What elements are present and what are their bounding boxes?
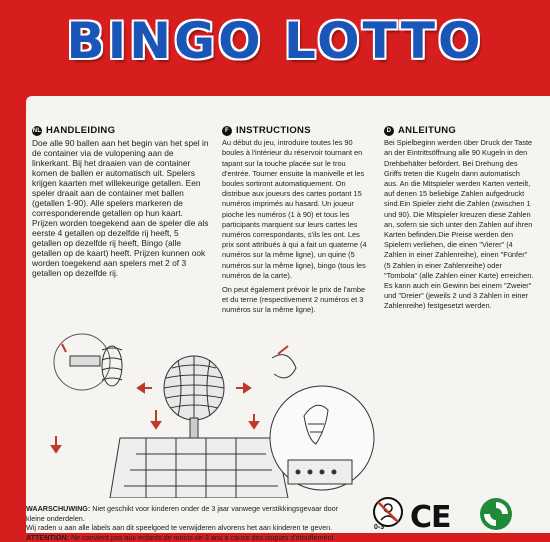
- warning-labels-text: Wij raden u aan alle labels aan dit speelgoed te verwijderen alvorens het aan kinderen te geven.: [26, 523, 333, 533]
- dutch-paragraph-2: Prijzen worden toegekend aan de speler die als eerste 4 getallen op dezelfde rij heeft, 5 getallen op dezelfde rij heeft, Bingo (alle getallen op de kaart) heeft. Prijzen kunnen ook worden toegekend aan spelers met 2 of 3 getallen op dezelfde rij.: [32, 218, 209, 278]
- dutch-paragraph-1: Doe alle 90 ballen aan het begin van het spel in de container via de vulopening aan de linkerkant. Bij het draaien van de container komen de ballen er automatisch uit. Spelers krijgen kaarten met willekeurige getallen. Een speler draait aan de container met ballen (getallen 1-90). Alle spelers markeren de corresponderende getallen op hun kaart.: [32, 138, 209, 218]
- bingo-cage-illustration: [26, 328, 550, 498]
- warning-text-nl: Niet geschikt voor kinderen onder de 3 jaar vanwege verstikkingsgevaar door kleine onderdelen.: [26, 504, 338, 523]
- title-band: [0, 0, 550, 88]
- french-paragraph-2: On peut également prévoir le prix de l'ambe et du terne (respectivement 2 numéros et 3 numéros sur la même ligne).: [222, 285, 366, 315]
- language-badge-fr: F: [222, 126, 232, 136]
- warning-label-nl: WAARSCHUWING:: [26, 504, 91, 513]
- handle-detail-icon: [270, 346, 374, 490]
- language-badge-nl: NL: [32, 128, 42, 134]
- heading-french-label: INSTRUCTIONS: [236, 125, 311, 136]
- ce-mark: CE: [410, 500, 451, 535]
- warning-label-fr: ATTENTION:: [26, 532, 69, 542]
- heading-dutch-label: HANDLEIDING: [46, 125, 116, 136]
- heading-german: [384, 126, 534, 136]
- column-german: [384, 126, 534, 312]
- column-dutch: [32, 126, 210, 278]
- warning-text: [26, 504, 356, 542]
- instruction-panel: [26, 96, 550, 533]
- heading-dutch: [32, 126, 210, 136]
- green-dot-recycle-icon: [478, 496, 514, 532]
- bingo-cage-icon: [110, 356, 288, 498]
- cage-detail-left-icon: [54, 334, 122, 390]
- heading-german-label: ANLEITUNG: [398, 125, 457, 136]
- page-title: BINGO LOTTO: [66, 12, 484, 70]
- german-paragraph-1: Bei Spielbeginn werden über Druck der Taste an der Eintrittsöffnung alle 90 Kugeln in den Drehbehälter befördert. Bei Drehung des Griffs treten die Kugeln dann automatisch aus. An die Mitspieler werden Karten verteilt, auf denen 15 beliebige Zahlen aufgedruckt sind.Ein Spieler zieht die Zahlen (zwischen 1 und 90). Die Mitspieler kreuzen diese Zahlen an, sofern sie sich unter den Zahlen auf ihren Karten befinden.Die Preise werden den Spielern verliehen, die einen "Vierer" (4 Zahlen in einer Zahlenreihe), einen "Fünfer" (5 Zahlen in einer Zahlenreihe) oder "Tombola" (alle Zahlen einer Karte) erreichen. Es kann auch ein Gewinn bei einem "Zweier" und "Dreier" (jeweils 2 und 3 Zahlen in einer Zahlenreihe) festgesetzt werden.: [384, 138, 534, 311]
- warning-text-fr: Ne convient pas aux enfants de moins de 3 ans à cause des risques d'étouffement: [70, 532, 334, 542]
- french-paragraph-1: Au début du jeu, introduire toutes les 90 boules à l'intérieur du réservoir tournant en tapant sur la touche placée sur le trou d'entrée. Tourner ensuite la manivelle et les boules sortiront automatiquement. On distribue aux joueurs des cartes portant 15 numéros imprimés au hasard. Un joueur pioche les numéros (1 à 90) et tous les participants marquent sur leurs cartes les numéros correspondants, s'ils les ont. Les prix sont attribués à qui a fait un quaterne (4 numéros sur la même ligne), un quine (5 numéros sur la même ligne), bingo (tous les numéros de la carte).: [222, 138, 367, 280]
- age-label: 0-3: [374, 524, 385, 531]
- heading-french: [222, 126, 372, 136]
- column-french: [222, 126, 372, 316]
- language-badge-de: D: [384, 126, 394, 136]
- certification-icons: [352, 494, 524, 536]
